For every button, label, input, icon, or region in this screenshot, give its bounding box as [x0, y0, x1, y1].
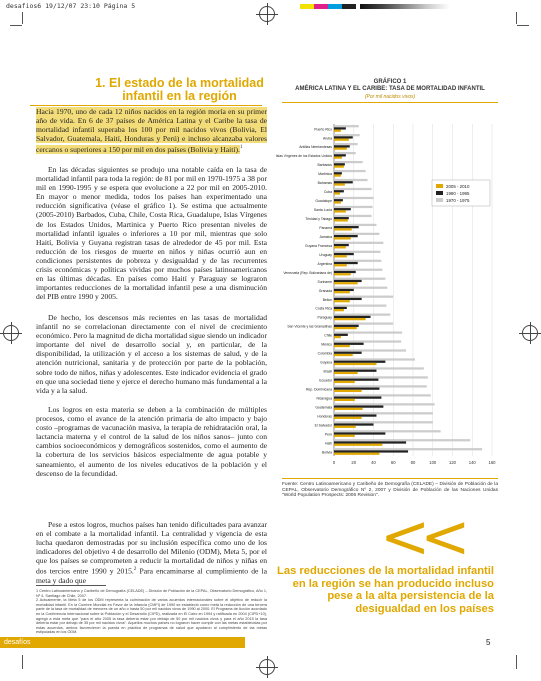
bar-1970-1975	[334, 305, 386, 307]
bar-2005-2010	[334, 273, 351, 275]
category-label: México	[321, 342, 332, 347]
category-label: San Vicente y las Granadinas	[287, 324, 332, 329]
bar-1990-1995	[334, 423, 374, 425]
bar-2005-2010	[334, 264, 347, 266]
legend-label: 1970 - 1975	[446, 198, 470, 203]
footnote-ref: 2	[133, 567, 137, 573]
chart-source: Fuente: Centro Latinoamericano y Caribeño de Demografía (CELADE) – División de Población de la CEPAL, Observatorio Demográfico Nº 2, 2007 y División de Población de las Naciones Unidas "World Population Prospects: 2006 Revision".	[282, 482, 498, 499]
bar-1990-1995	[334, 172, 342, 174]
bar-2005-2010	[334, 354, 353, 356]
bar-2005-2010	[334, 444, 382, 446]
x-tick-label: 120	[449, 460, 456, 465]
bar-1970-1975	[334, 367, 424, 369]
chart-number: GRÁFICO 1	[373, 79, 407, 85]
gray-scale-bar	[360, 4, 450, 9]
bar-1970-1975	[334, 197, 374, 199]
category-label: Perú	[324, 432, 332, 437]
bar-1970-1975	[334, 349, 406, 351]
color-bar-cyan	[328, 4, 342, 9]
bar-1990-1995	[334, 271, 356, 273]
bar-2005-2010	[334, 246, 346, 248]
bar-1990-1995	[334, 280, 362, 282]
bar-2005-2010	[334, 156, 342, 158]
bar-2005-2010	[334, 183, 345, 185]
color-bar-yellow	[300, 4, 314, 9]
category-label: Cuba	[323, 190, 332, 195]
bar-1990-1995	[334, 163, 345, 165]
chart-heading: AMÉRICA LATINA Y EL CARIBE: TASA DE MORTALIDAD INFANTIL	[295, 86, 485, 92]
footnote-ref: 1	[239, 145, 243, 151]
bar-2005-2010	[334, 327, 357, 329]
bar-1970-1975	[334, 340, 401, 342]
bar-1970-1975	[334, 260, 381, 262]
bar-1990-1995	[334, 253, 354, 255]
bar-2005-2010	[334, 300, 350, 302]
bar-1990-1995	[334, 199, 343, 201]
bar-1970-1975	[334, 358, 415, 360]
bar-1970-1975	[334, 143, 358, 145]
paragraph-5-a: Pese a estos logros, muchos países han tenido dificultades para avanzar en el combate a la mortalidad infantil. La centralidad y vigencia de esta lucha quedaron demostradas por su inclusión específica como uno de los indicadores del objetivo 4 de desarrollo del Milenio (ODM), Meta 5, por el que los países se comprometen a reducir la mortalidad de niños y niñas en dos tercios entre 1990 y 2015.	[36, 520, 267, 576]
category-label: Colombia	[317, 351, 332, 356]
category-label: Argentina	[317, 261, 332, 266]
bar-2005-2010	[334, 255, 347, 257]
highlighted-text: Hacia 1970, uno de cada 12 niños nacidos en la región moría en su primer año de vida. En 6 de 37 países de América Latina y el Caribe la tasa de mortalidad infantil superaba los 100 por mil nacidos vivos (Bolivia, El Salvador, Guatemala, Haití, Honduras y Perú) e incluso alcanzaba valores cercanos o superiores a 150 por mil en dos países (Bolivia y Haití).	[36, 107, 267, 154]
bar-1970-1975	[334, 403, 435, 405]
bar-1970-1975	[334, 170, 366, 172]
bar-1990-1995	[334, 217, 349, 219]
bar-1970-1975	[334, 331, 402, 333]
bar-1990-1995	[334, 352, 362, 354]
bar-2005-2010	[334, 309, 344, 311]
bar-1970-1975	[334, 322, 393, 324]
bar-2005-2010	[334, 318, 366, 320]
bar-1990-1995	[334, 379, 378, 381]
bar-1970-1975	[334, 296, 393, 298]
chart-top-rule	[282, 102, 498, 103]
bar-1990-1995	[334, 414, 376, 416]
bar-1970-1975	[334, 314, 390, 316]
page-number: 5	[486, 638, 491, 647]
color-bar-magenta	[314, 4, 328, 9]
footer-band	[0, 637, 245, 648]
paragraph-5	[36, 520, 267, 585]
category-label: Belice	[322, 297, 332, 302]
bar-1990-1995	[334, 397, 381, 399]
bar-1990-1995	[334, 289, 354, 291]
crop-mark	[516, 655, 517, 669]
category-label: Panamá	[319, 225, 332, 230]
x-tick-label: 60	[390, 460, 396, 465]
bar-1970-1975	[334, 376, 428, 378]
x-tick-label: 140	[468, 460, 476, 465]
paragraph-4: Los logros en esta materia se deben a la combinación de múltiples procesos, como el avance de la atención primaria de alto impacto y bajo costo –programas de vacunación masiva, la terapia de rehidratación oral, la lactancia materna y el control de la salud de los niños sanos– junto con cambios socioeconómicos y demográficos sostenidos, como el aumento de la cobertura de los servicios básicos especialmente de agua potable y saneamiento, el aumento de los niveles educativos de la población y el descenso de la fecundidad.	[36, 405, 267, 478]
category-label: Islas Vírgenes de los Estados Unidos	[275, 154, 332, 159]
paragraph-3: De hecho, los descensos más recientes en las tasas de mortalidad infantil no se correlacionan directamente con el nivel de crecimiento económico. Pero la magnitud de dicha mortalidad sigue siendo un indicador importante del nivel de desarrollo social y, en particular, de la disponibilidad, la utilización y el acceso a los sistemas de salud, y de la atención nutricional, sanitaria y de protección por parte de la población, sobre todo de niños, niñas y adolescentes. Este indicador evidencia el grado en que una sociedad tiene y ejerce el derecho humano más fundamental a la vida y a la salud.	[36, 313, 267, 395]
category-label: El Salvador	[314, 423, 332, 428]
crop-mark	[10, 25, 22, 26]
bar-1970-1975	[334, 161, 363, 163]
bar-1990-1995	[334, 181, 353, 183]
bar-2005-2010	[334, 291, 350, 293]
bar-2005-2010	[334, 201, 341, 203]
footnote-2: 2 Actualmente, la Meta 5 de los ODM representa la culminación de varios acuerdos internacionales sobre el objetivo de reducir la mortalidad infantil. En la Cumbre Mundial en Favor de la Infancia (CMFI) de 1990 se estableció como meta la reducción de una tercera parte de la tasa de mortalidad de menores de un año o hasta 50 por mil nacidos vivos de 1990 al 2000. El Programa de Acción acordado en la Conferencia Internacional sobre la Población y el Desarrollo (CIPD), realizada en El Cairo en 1994 y ratificada en 2004 (CIPD+10), agregó a esta meta que "para el año 2005 la tasa debería estar por debajo de 50 por mil nacidos vivos y para el año 2015 la tasa debería estar por debajo de 35 por mil nacidos vivos". Aquellos muchos países no lograron hacer cumplir con las metas establecidas por estas acuerdos, ambos favorecieron la puesta en práctica de programas de salud que ayudaron al cumplimiento de las metas estipuladas en los ODM.	[36, 598, 267, 635]
legend-label: 2005 - 2010	[446, 184, 470, 189]
category-label: Guyana	[320, 360, 332, 365]
bar-2005-2010	[334, 130, 341, 132]
bar-1970-1975	[334, 394, 431, 396]
bar-1970-1975	[334, 233, 379, 235]
x-tick-label: 160	[488, 460, 496, 465]
bar-2005-2010	[334, 399, 355, 401]
bar-2005-2010	[334, 453, 379, 455]
category-label: Honduras	[317, 414, 332, 419]
category-label: Suriname	[317, 279, 332, 284]
bar-1990-1995	[334, 316, 371, 318]
bar-1990-1995	[334, 298, 362, 300]
x-tick-label: 100	[429, 460, 437, 465]
registration-mark-left	[3, 325, 19, 341]
bar-2005-2010	[334, 381, 355, 383]
footer-label: desafíos	[4, 639, 31, 646]
paragraph-2: En las décadas siguientes se produjo una notable caída en la tasa de mortalidad infantil para toda la región: de 81 por mil en 1970-1975 a 38 por mil en 1990-1995 y se espera que evolucione a 22 por mil en 2005-2010. En mayor o menor medida, todos los países han experimentado una reducción significativa (véase el gráfico 1). Se estima que actualmente (2005-2010) Barbados, Cuba, Chile, Costa Rica, Guadalupe, Islas Vírgenes de los Estados Unidos, Martinica y Puerto Rico presentan niveles de mortalidad infantil iguales o inferiores a 10 por mil, mientras que solo Haití, Bolivia y Guyana registran tasas de alrededor de 45 por mil. Esta reducción de los riesgos de muerte en niños y niñas ocurrió aun en condiciones persistentes de pobreza y desigualdad y de las recurrentes crisis económicas y políticas vividas por muchos países latinoamericanos en las últimas décadas. En países como Haití y Paraguay se lograron importantes reducciones de la mortalidad infantil pese a una disminución del PIB entre 1990 y 2005.	[36, 165, 267, 302]
category-label: Bahamas	[317, 181, 332, 186]
bar-2005-2010	[334, 408, 363, 410]
category-label: Venezuela (Rep. Bolivariana de)	[283, 270, 332, 275]
title-rule	[30, 105, 262, 106]
section-title: 1. El estado de la mortalidad infantil en la región	[95, 76, 264, 103]
bar-1970-1975	[334, 278, 385, 280]
bar-1970-1975	[334, 412, 433, 414]
bar-1990-1995	[334, 388, 379, 390]
crop-mark	[22, 12, 23, 24]
category-label: Brasil	[323, 369, 332, 374]
bar-1970-1975	[334, 224, 376, 226]
category-label: Uruguay	[319, 252, 332, 257]
bar-1990-1995	[334, 190, 344, 192]
bar-1970-1975	[334, 448, 482, 450]
registration-mark-top	[259, 6, 275, 22]
category-label: Jamaica	[319, 234, 332, 239]
bar-2005-2010	[334, 174, 341, 176]
bar-1970-1975	[334, 385, 427, 387]
category-label: Guadalupe	[315, 199, 332, 204]
footnote-1: 1 Centro Latinoamericano y Caribeño de Demografía (CELADE) – División de Población de la CEPAL, Observatorio Demográfico, Año 1, Nº 4, Santiago de Chile, 2007.	[36, 589, 267, 598]
bar-1970-1975	[334, 125, 359, 127]
registration-mark-right	[522, 325, 538, 341]
bar-1990-1995	[334, 432, 385, 434]
bar-1970-1975	[334, 251, 380, 253]
registration-mark-bottom	[259, 659, 275, 675]
category-label: Costa Rica	[315, 306, 332, 311]
chart-bottom-rule	[282, 478, 498, 479]
category-label: Aruba	[322, 136, 332, 141]
bar-1990-1995	[334, 145, 350, 147]
crop-mark	[517, 25, 529, 26]
category-label: Paraguay	[317, 315, 332, 320]
crop-mark	[22, 655, 23, 669]
bar-1970-1975	[334, 242, 383, 244]
category-label: Barbados	[317, 163, 332, 168]
bar-1970-1975	[334, 179, 368, 181]
infant-mortality-bar-chart	[275, 120, 498, 472]
category-label: Antillas Neerlandesas	[299, 145, 332, 150]
bar-1990-1995	[334, 127, 346, 129]
bar-1990-1995	[334, 450, 408, 452]
bar-2005-2010	[334, 345, 350, 347]
footnotes	[36, 589, 267, 635]
legend-label: 1990 - 1995	[446, 191, 470, 196]
category-label: Bolivia	[322, 450, 332, 455]
bar-1990-1995	[334, 235, 358, 237]
x-tick-label: 80	[410, 460, 416, 465]
bar-1990-1995	[334, 136, 353, 138]
bar-1970-1975	[334, 269, 382, 271]
category-label: Trinidad y Tabago	[305, 217, 332, 222]
x-tick-label: 0	[332, 460, 336, 465]
category-label: Chile	[324, 333, 332, 338]
bar-1970-1975	[334, 188, 372, 190]
bar-2005-2010	[334, 372, 358, 374]
bar-2005-2010	[334, 228, 352, 230]
bar-1970-1975	[334, 439, 470, 441]
crop-mark	[516, 12, 517, 24]
bar-2005-2010	[334, 219, 348, 221]
bar-2005-2010	[334, 426, 356, 428]
bar-2005-2010	[334, 435, 355, 437]
bar-1970-1975	[334, 430, 441, 432]
bar-1990-1995	[334, 370, 376, 372]
bar-2005-2010	[334, 363, 376, 365]
footnote-rule	[36, 585, 106, 586]
color-bar-black	[342, 4, 356, 9]
paragraph-1	[36, 107, 267, 154]
bar-1970-1975	[334, 421, 433, 423]
category-label: Martinica	[318, 172, 332, 177]
bar-1990-1995	[334, 343, 364, 345]
bar-1970-1975	[334, 134, 360, 136]
x-tick-label: 20	[351, 460, 357, 465]
bar-2005-2010	[334, 210, 346, 212]
legend-swatch	[436, 198, 443, 202]
category-label: Guyana Francesa	[305, 243, 332, 248]
bar-1990-1995	[334, 226, 359, 228]
paragraph-5-b: Para encaminarse al cumplimiento de la meta y dado que	[36, 567, 268, 586]
bar-1990-1995	[334, 405, 383, 407]
chart-title	[282, 79, 498, 93]
print-slug: desafios6 19/12/07 23:10 Página 5	[6, 2, 136, 10]
bar-2005-2010	[334, 390, 362, 392]
category-label: Nicaragua	[316, 396, 332, 401]
legend-swatch	[436, 184, 443, 188]
bar-2005-2010	[334, 417, 362, 419]
bar-1990-1995	[334, 441, 406, 443]
bar-2005-2010	[334, 282, 358, 284]
bar-1970-1975	[334, 206, 373, 208]
bar-2005-2010	[334, 192, 340, 194]
bar-1990-1995	[334, 154, 346, 156]
bar-1990-1995	[334, 361, 385, 363]
bar-1990-1995	[334, 334, 348, 336]
bar-1970-1975	[334, 215, 372, 217]
bar-2005-2010	[334, 336, 341, 338]
bar-1990-1995	[334, 307, 347, 309]
bar-2005-2010	[334, 165, 344, 167]
chevron-quote-icon: <<	[380, 502, 461, 572]
category-label: Granada	[318, 288, 332, 293]
bar-2005-2010	[334, 148, 347, 150]
legend-swatch	[436, 191, 443, 195]
category-label: Ecuador	[319, 378, 332, 383]
category-label: Rep. Dominicana	[305, 387, 332, 392]
bar-1970-1975	[334, 152, 356, 154]
bar-1990-1995	[334, 208, 351, 210]
bar-1990-1995	[334, 325, 359, 327]
bar-1990-1995	[334, 262, 358, 264]
bar-2005-2010	[334, 139, 349, 141]
bar-2005-2010	[334, 237, 351, 239]
pull-quote: Las reducciones de la mortalidad infantil en la región se han producido incluso pese a la alta persistencia de la desigualdad en los países	[277, 565, 494, 615]
category-label: Guatemala	[315, 405, 332, 410]
bar-1970-1975	[334, 287, 387, 289]
x-tick-label: 40	[371, 460, 376, 465]
category-label: Santa Lucía	[313, 208, 332, 213]
category-label: Puerto Rico	[314, 127, 332, 132]
category-label: Haití	[325, 441, 332, 446]
bar-1990-1995	[334, 244, 349, 246]
chart-subtitle: (Por mil nacidos vivos)	[364, 94, 416, 100]
